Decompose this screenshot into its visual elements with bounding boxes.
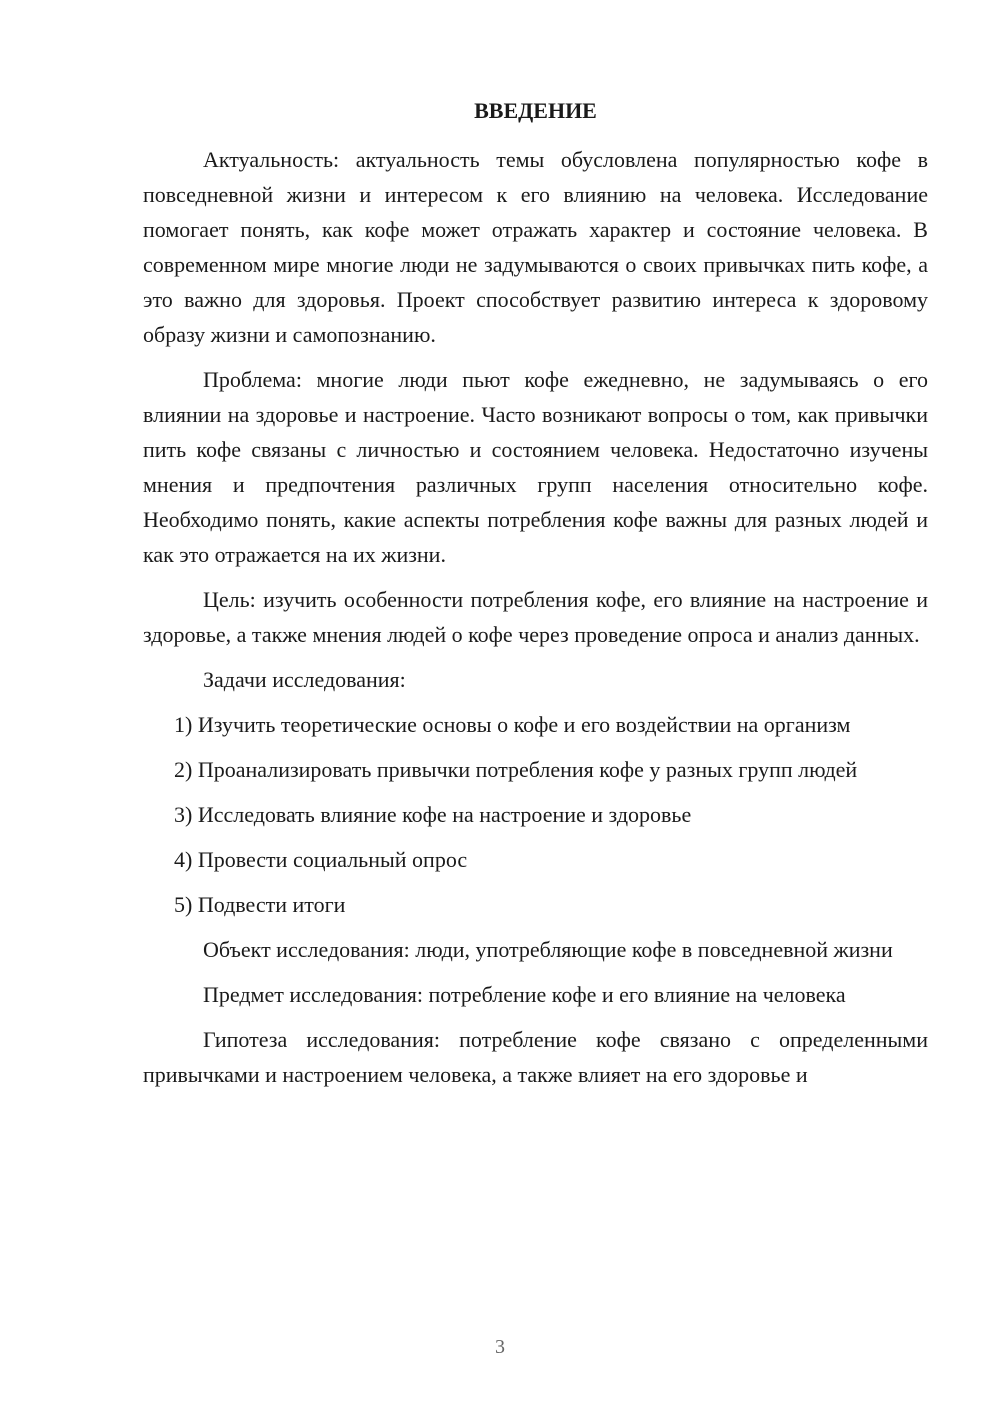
relevance-paragraph: Актуальность: актуальность темы обусловлена популярностью кофе в повседневной жизни и интересом к его влиянию на человека. Исследование помогает понять, как кофе может отражать характер и состояние человека. В современном мире многие люди не задумываются о своих привычках пить кофе, а это важно для здоровья. Проект способствует развитию интереса к здоровому образу жизни и самопознанию. [143, 147, 928, 347]
page-content [143, 96, 928, 1102]
goal-paragraph: Цель: изучить особенности потребления кофе, его влияние на настроение и здоровье, а также мнения людей о кофе через проведение опроса и анализ данных. [143, 587, 928, 647]
hypothesis-paragraph: Гипотеза исследования: потребление кофе связано с определенными привычками и настроением человека, а также влияет на его здоровье и [143, 1027, 928, 1087]
tasks-title: Задачи исследования: [203, 667, 406, 692]
task-item: 2) Проанализировать привычки потребления кофе у разных групп людей [174, 757, 858, 782]
object-paragraph: Объект исследования: люди, употребляющие кофе в повседневной жизни [203, 937, 893, 962]
page-number: 3 [495, 1336, 505, 1358]
problem-paragraph: Проблема: многие люди пьют кофе ежедневно, не задумываясь о его влиянии на здоровье и настроение. Часто возникают вопросы о том, как привычки пить кофе связаны с личностью и состоянием человека. Недостаточно изучены мнения и предпочтения различных групп населения относительно кофе. Необходимо понять, какие аспекты потребления кофе важны для разных людей и как это отражается на их жизни. [143, 367, 928, 567]
task-item: 5) Подвести итоги [174, 892, 346, 917]
task-item: 3) Исследовать влияние кофе на настроение и здоровье [174, 802, 692, 827]
subject-paragraph: Предмет исследования: потребление кофе и его влияние на человека [203, 982, 846, 1007]
task-item: 1) Изучить теоретические основы о кофе и его воздействии на организм [174, 712, 851, 737]
section-heading: ВВЕДЕНИЕ [474, 98, 597, 123]
task-item: 4) Провести социальный опрос [174, 847, 468, 872]
